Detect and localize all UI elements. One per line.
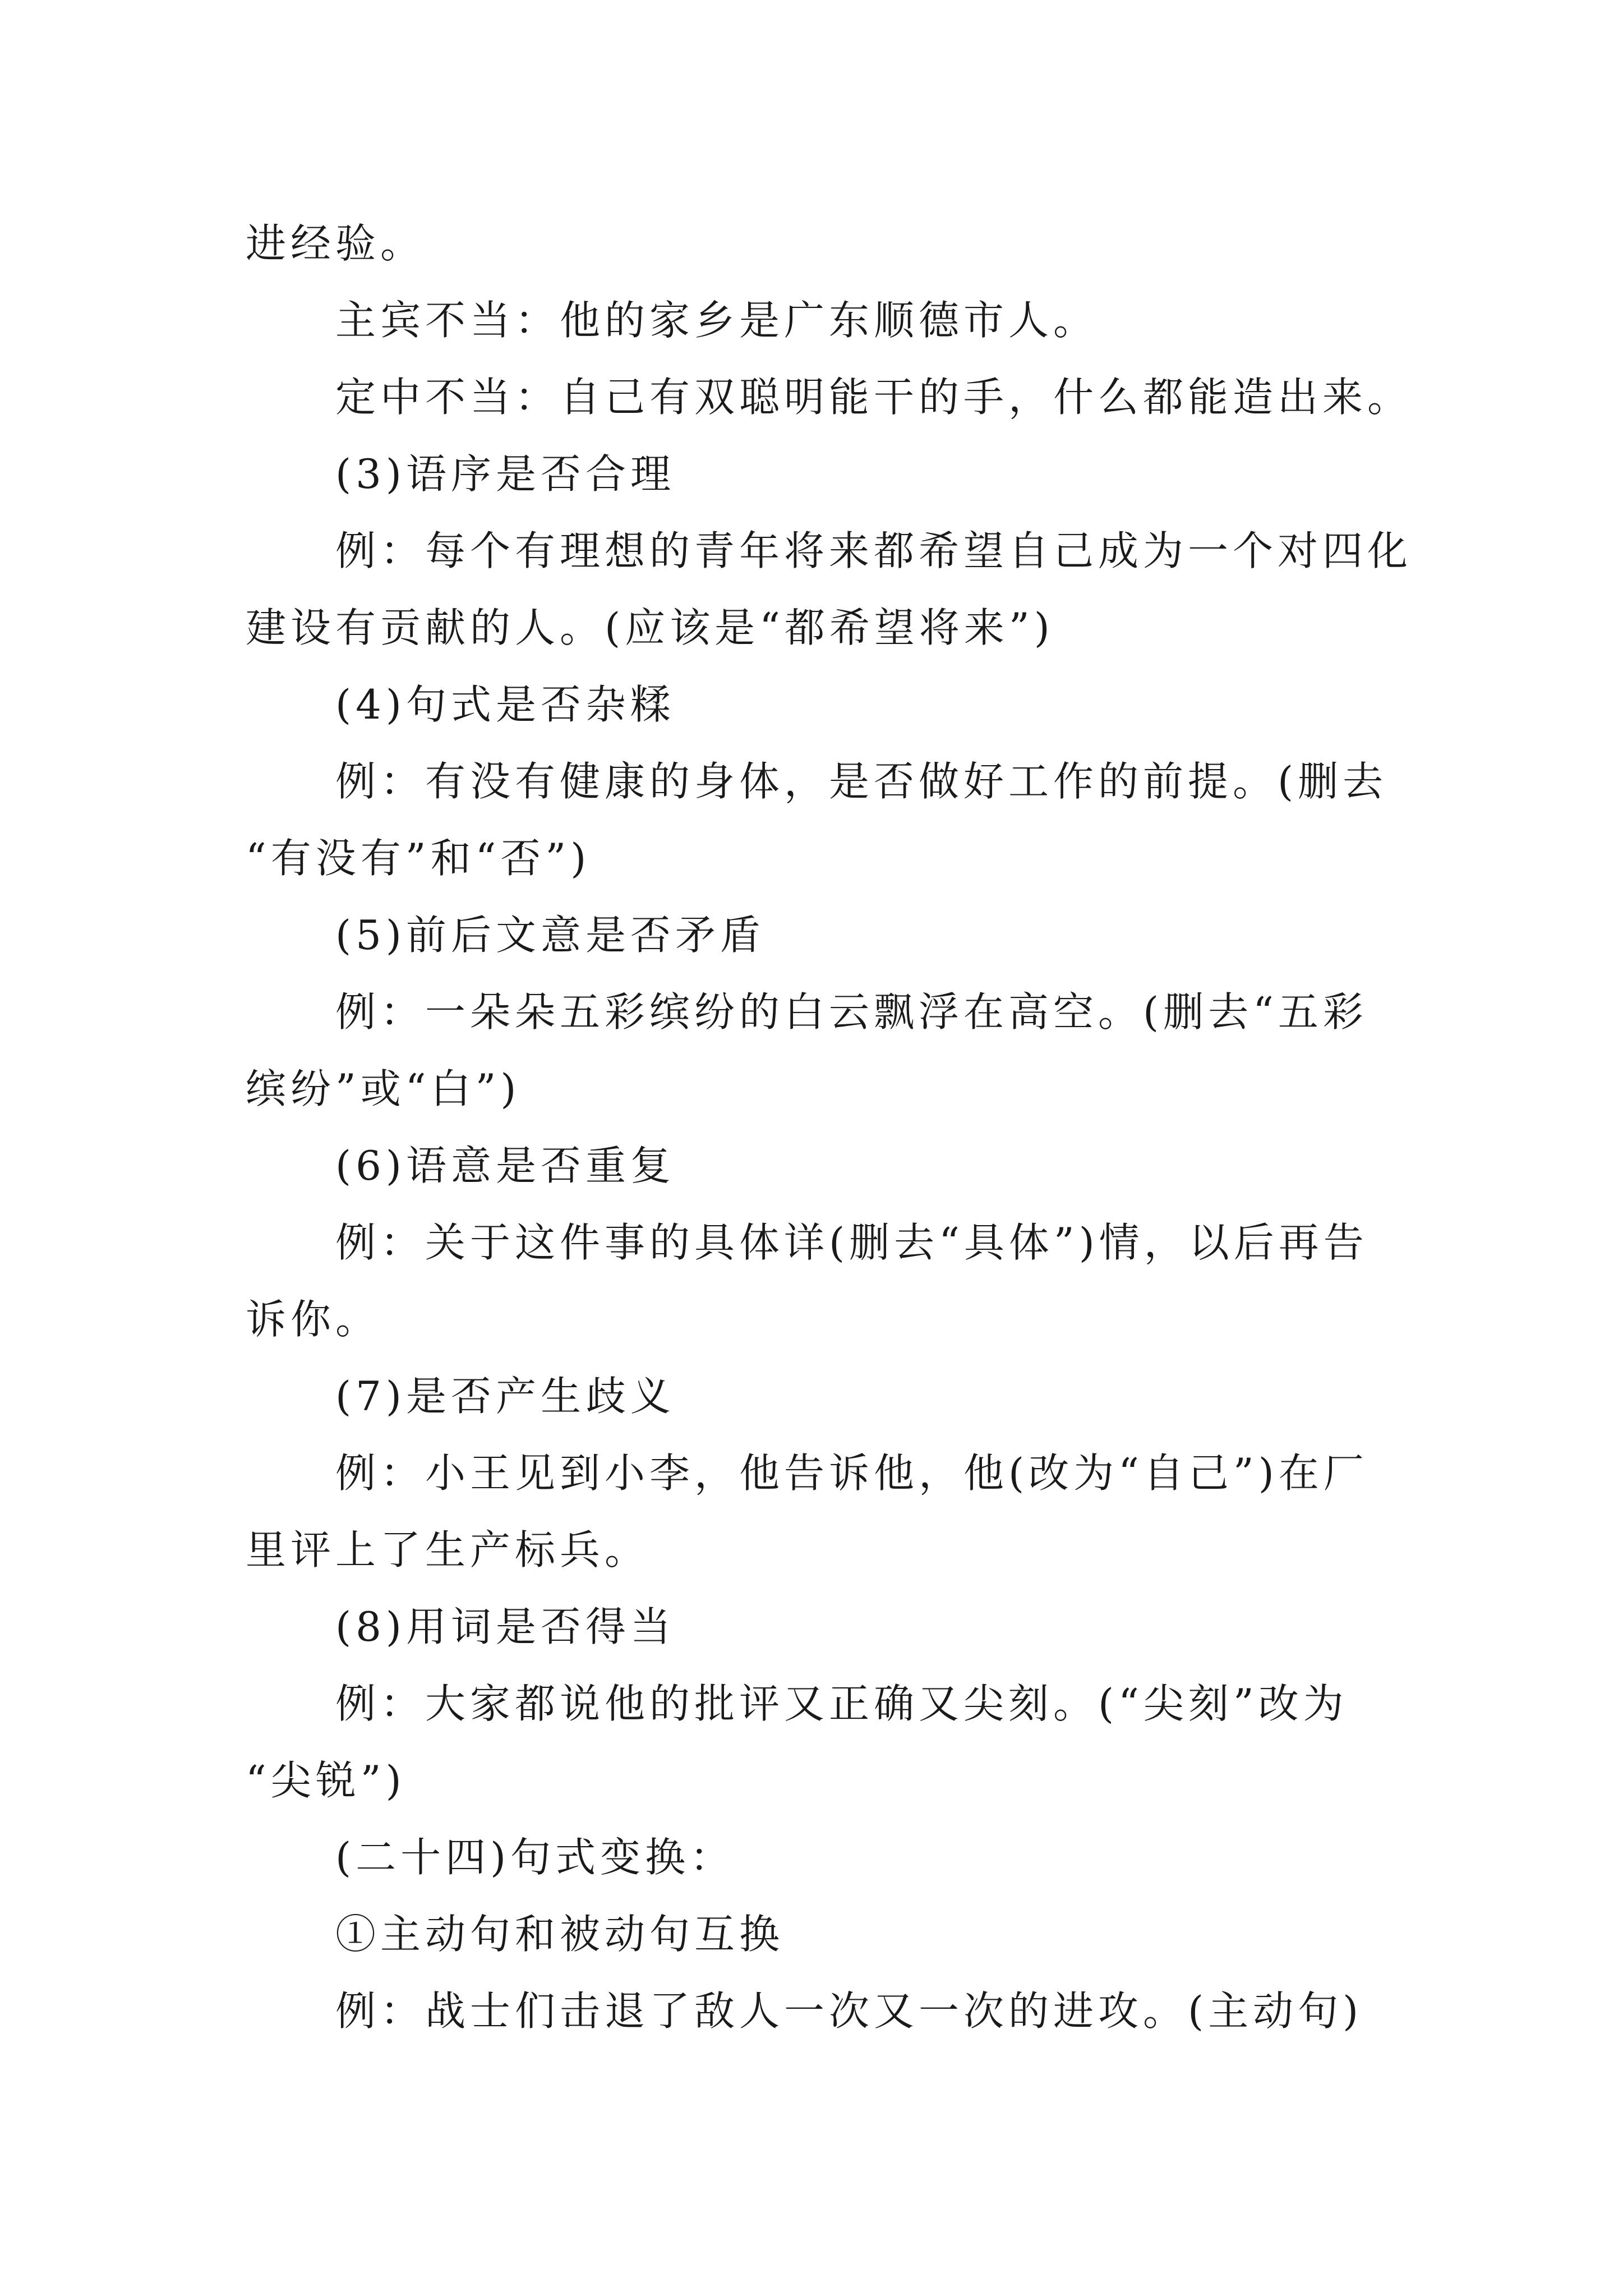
text-line: “有没有”和“否”) [246, 835, 591, 882]
section-heading: (8)用词是否得当 [335, 1603, 675, 1650]
example-line: 例：一朵朵五彩缤纷的白云飘浮在高空。(删去“五彩 [335, 988, 1368, 1036]
example-line: 例：小王见到小李，他告诉他，他(改为“自己”)在厂 [335, 1450, 1368, 1497]
example-line: 例：战士们击退了敌人一次又一次的进攻。(主动句) [335, 1987, 1363, 2035]
example-line: 例：大家都说他的批评又正确又尖刻。(“尖刻”改为 [335, 1680, 1348, 1727]
text-line: 里评上了生产标兵。 [246, 1526, 650, 1573]
section-heading: (3)语序是否合理 [335, 450, 675, 498]
section-heading: (7)是否产生歧义 [335, 1373, 675, 1420]
document-body [246, 205, 1412, 2050]
subsection-heading: ①主动句和被动句互换 [335, 1911, 785, 1958]
text-line: “尖锐”) [246, 1757, 406, 1804]
text-line: 诉你。 [246, 1296, 381, 1343]
example-line: 例：关于这件事的具体详(删去“具体”)情，以后再告 [335, 1219, 1368, 1266]
example-line: 例：有没有健康的身体，是否做好工作的前提。(删去 [335, 758, 1388, 805]
text-line: 定中不当：自己有双聪明能干的手，什么都能造出来。 [335, 374, 1413, 421]
section-heading: (6)语意是否重复 [335, 1142, 675, 1189]
section-heading: (4)句式是否杂糅 [335, 681, 675, 728]
section-heading: (二十四)句式变换： [335, 1834, 735, 1881]
text-line: 缤纷”或“白”) [246, 1065, 521, 1112]
text-line: 主宾不当：他的家乡是广东顺德市人。 [335, 297, 1099, 344]
text-line: 进经验。 [246, 220, 426, 267]
section-heading: (5)前后文意是否矛盾 [335, 912, 765, 959]
text-line: 建设有贡献的人。(应该是“都希望将来”) [246, 604, 1054, 651]
example-line: 例：每个有理想的青年将来都希望自己成为一个对四化 [335, 527, 1413, 574]
